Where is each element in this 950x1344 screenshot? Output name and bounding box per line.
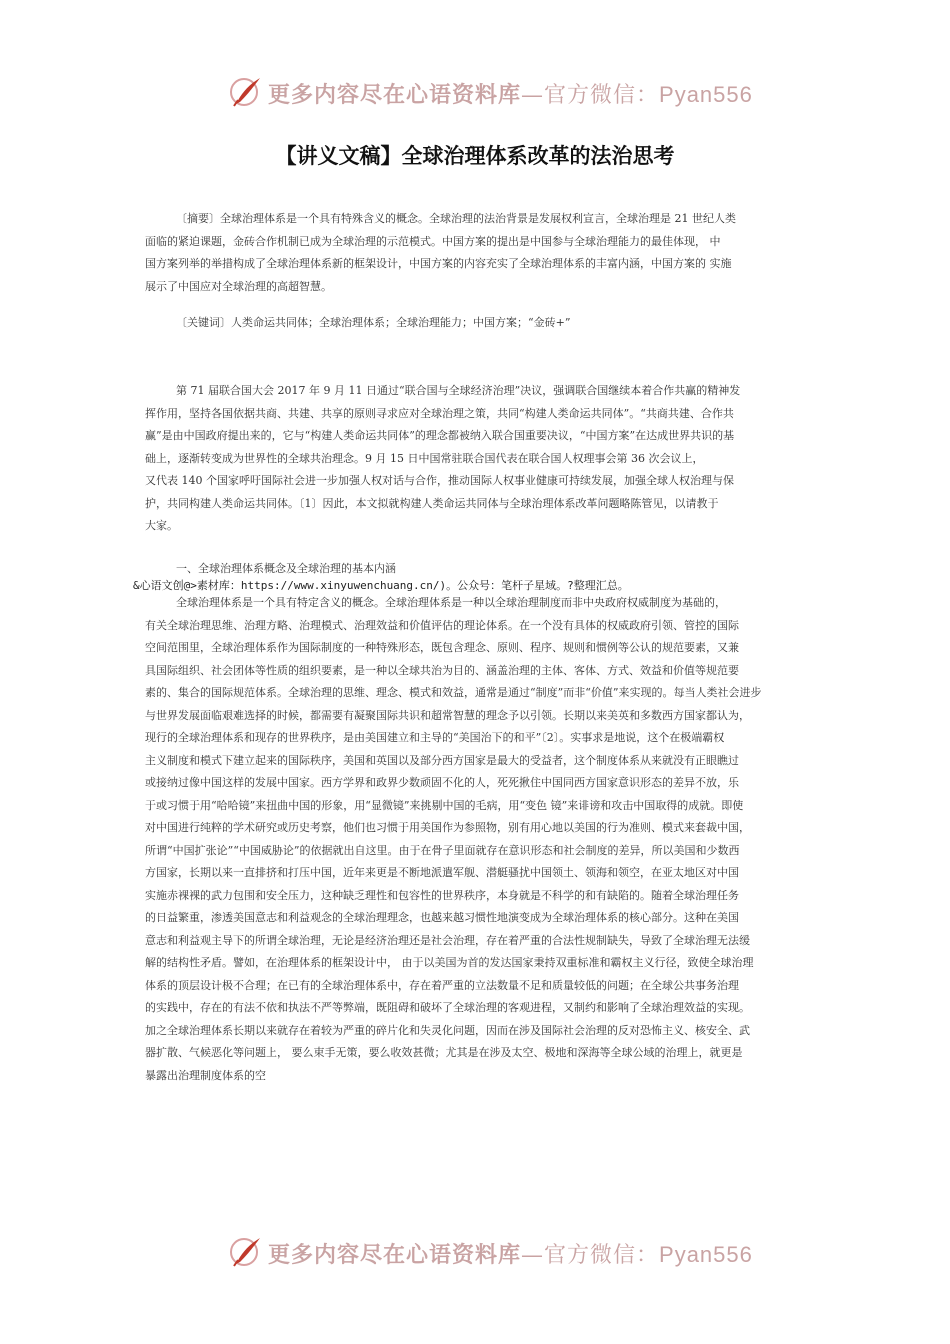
paragraph-line: 体系的顶层设计极不合理；在已有的全球治理体系中，存在着严重的立法数量不足和质量较低的问题；在全球公共事务治理 [145, 978, 739, 992]
banner-separator: — [521, 1243, 545, 1268]
abstract-line: 展示了中国应对全球治理的高超智慧。 [145, 279, 332, 293]
paragraph-line: 素的、集合的国际规范体系。全球治理的思维、理念、模式和效益，通常是通过“制度”而非“价值”来实现的。每当人类社会进步 [145, 686, 762, 699]
paragraph-line: 又代表 140 个国家呼吁国际社会进一步加强人权对话与合作，推动国际人权事业健康可持续发展，加强全球人权治理与保 [145, 474, 734, 487]
paragraph-line: 加之全球治理体系长期以来就存在着较为严重的碎片化和失灵化问题，因而在涉及国际社会治理的反对恐怖主义、核安全、武 [145, 1023, 750, 1037]
paragraph-line: 解的结构性矛盾。譬如，在治理体系的框架设计中， 由于以美国为首的发达国家秉持双重标准和霸权主义行径，致使全球治理 [145, 956, 754, 969]
paragraph-line: 第 71 届联合国大会 2017 年 9 月 11 日通过“联合国与全球经济治理”决议，强调联合国继续本着合作共赢的精神发 [176, 384, 741, 397]
abstract [145, 208, 810, 298]
paragraph-line: 的实践中，存在的有法不依和执法不严等弊端，既阻碍和破坏了全球治理的客观进程，又制约和影响了全球治理效益的实现。 [145, 1001, 750, 1014]
paragraph-line: 础上，逐渐转变成为世界性的全球共治理念。9 月 15 日中国常驻联合国代表在联合国人权理事会第 36 次会议上， [145, 451, 704, 465]
paragraph-line: 器扩散、气候恶化等问题上， 要么束手无策，要么收效甚微；尤其是在涉及太空、极地和深海等全球公域的治理上，就更是 [145, 1046, 743, 1059]
paragraph-line: 暴露出治理制度体系的空 [145, 1068, 266, 1082]
paragraph-line: 具国际组织、社会团体等性质的组织要素，是一种以全球共治为目的、涵盖治理的主体、客体、方式、效益和价值等规范要 [145, 663, 739, 677]
paragraph-line: 所谓“中国扩张论”“中国威胁论”的依据就出自这里。由于在骨子里面就存在意识形态和社会制度的差异，所以美国和少数西 [145, 843, 740, 857]
paragraph-line: 挥作用，坚持各国依据共商、共建、共享的原则寻求应对全球治理之策，共同“构建人类命运共同体”。“共商共建、合作共 [145, 406, 734, 420]
paragraph-line: 主义制度和模式下建立起来的国际秩序，美国和英国以及部分西方国家是最大的受益者，这个制度体系从来就没有正眼瞧过 [145, 753, 739, 767]
paragraph-line: 的日益繁重，渗透美国意志和利益观念的全球治理理念，也越来越习惯性地演变成为全球治理体系的核心部分。这种在美国 [145, 911, 739, 924]
header-banner [0, 70, 950, 114]
intro-paragraph [145, 380, 810, 538]
keywords-line: 〔关键词〕人类命运共同体；全球治理体系；全球治理能力；中国方案；“金砖+” [176, 316, 571, 329]
banner-separator: — [521, 83, 545, 108]
paragraph-line: 大家。 [145, 519, 178, 532]
banner-title: 更多内容尽在心语资料库 [268, 1242, 522, 1268]
abstract-line: 面临的紧迫课题，金砖合作机制已成为全球治理的示范模式。中国方案的提出是中国参与全球治理能力的最佳体现， 中 [145, 234, 721, 248]
document-title: 【讲义文稿】全球治理体系改革的法治思考 [275, 144, 675, 168]
section-heading: 一、全球治理体系概念及全球治理的基本内涵 [176, 562, 396, 575]
abstract-line: 〔摘要〕全球治理体系是一个具有特殊含义的概念。全球治理的法治背景是发展权利宣言，全球治理是 21 世纪人类 [176, 212, 736, 225]
paragraph-line: 实施赤裸裸的武力包围和安全压力，这种缺乏理性和包容性的世界秩序，本身就是不科学的和有缺陷的。随着全球治理任务 [145, 888, 739, 902]
keywords [145, 312, 810, 335]
source-note: &心语文创@>素材库：https://www.xinyuwenchuang.cn/)。公众号：笔杆子星域。?整理汇总。 [133, 579, 629, 592]
paragraph-line: 与世界发展面临艰难选择的时候，都需要有凝聚国际共识和超常智慧的理念予以引领。长期以来美英和多数西方国家都认为， [145, 708, 750, 722]
paragraph-line: 有关全球治理思维、治理方略、治理模式、治理效益和价值评估的理论体系。在一个没有具体的权威政府引领、管控的国际 [145, 618, 739, 632]
quill-logo-icon [228, 74, 264, 110]
banner-title: 更多内容尽在心语资料库 [268, 82, 522, 108]
abstract-line: 国方案列举的举措构成了全球治理体系新的框架设计，中国方案的内容充实了全球治理体系的丰富内涵，中国方案的 实施 [145, 257, 732, 270]
paragraph-line: 空间范围里，全球治理体系作为国际制度的一种特殊形态，既包含理念、原则、程序、规则和惯例等公认的规范要素，又兼 [145, 641, 739, 654]
paragraph-line: 护，共同构建人类命运共同体。〔1〕因此，本文拟就构建人类命运共同体与全球治理体系改革问题略陈管见，以请教于 [145, 496, 719, 510]
paragraph-line: 或接纳过像中国这样的发展中国家。西方学界和政界少数顽固不化的人，死死揪住中国同西方国家意识形态的差异不放，乐 [145, 776, 739, 789]
paragraph-line: 现行的全球治理体系和现存的世界秩序，是由美国建立和主导的“美国治下的和平”〔2〕。实事求是地说，这个在极端霸权 [145, 731, 725, 744]
paragraph-line: 对中国进行纯粹的学术研究或历史考察，他们也习惯于用美国作为参照物，别有用心地以美国的行为准则、模式来套裁中国， [145, 821, 750, 834]
paragraph-line: 赢”是由中国政府提出来的，它与“构建人类命运共同体”的理念都被纳入联合国重要决议，“中国方案”在达成世界共识的基 [145, 429, 735, 442]
banner-text [268, 78, 753, 109]
paragraph-line: 全球治理体系是一个具有特定含义的概念。全球治理体系是一种以全球治理制度而非中央政府权威制度为基础的， [176, 596, 726, 609]
section-paragraph [145, 592, 810, 1087]
paragraph-line: 方国家，长期以来一直排挤和打压中国，近年来更是不断地派遣军舰、潜艇骚扰中国领土、领海和领空，在亚太地区对中国 [145, 866, 739, 879]
footer-banner [0, 1230, 950, 1274]
paragraph-line: 于或习惯于用“哈哈镜”来扭曲中国的形象，用“显微镜”来挑剔中国的毛病，用“变色 镜”来诽谤和攻击中国取得的成就。即使 [145, 798, 744, 812]
quill-logo-icon [228, 1234, 264, 1270]
paragraph-line: 意志和利益观主导下的所谓全球治理，无论是经济治理还是社会治理，存在着严重的合法性规制缺失，导致了全球治理无法缓 [145, 933, 750, 947]
banner-wechat: 官方微信：Pyan556 [544, 82, 753, 107]
banner-text [268, 1238, 753, 1269]
banner-wechat: 官方微信：Pyan556 [544, 1242, 753, 1267]
